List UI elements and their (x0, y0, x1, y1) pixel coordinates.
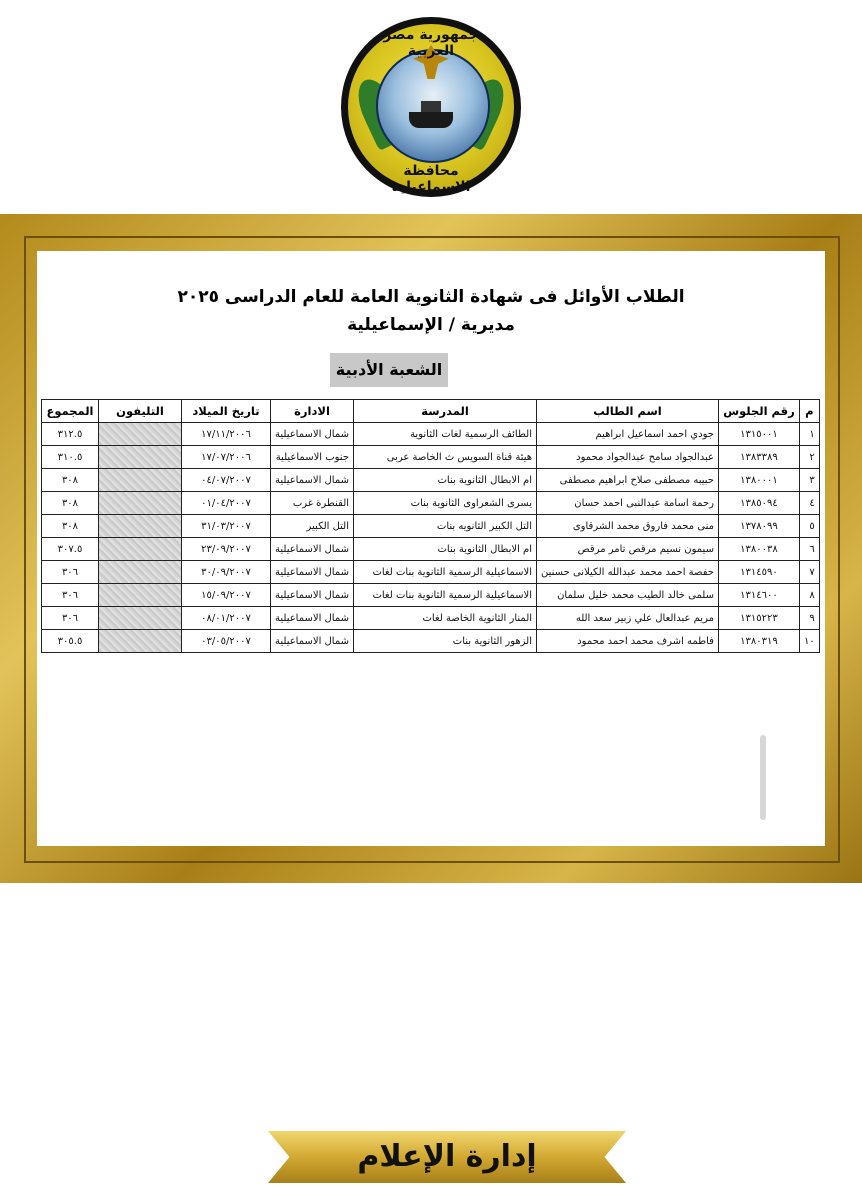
row-seat: ١٣٨٠٠٠١ (718, 469, 799, 492)
row-phone (99, 584, 182, 607)
redacted-phone (99, 515, 181, 537)
row-dob: ٠٨/٠١/٢٠٠٧ (182, 607, 271, 630)
redacted-phone (99, 607, 181, 629)
redacted-phone (99, 492, 181, 514)
redacted-phone (99, 469, 181, 491)
row-index: ٩ (799, 607, 819, 630)
emblem-top-text: جمهورية مصر العربية (383, 27, 479, 59)
row-admin: شمال الاسماعيلية (271, 469, 354, 492)
table-row (42, 492, 820, 515)
row-school: ام الابطال الثانوية بنات (354, 538, 537, 561)
redacted-phone (99, 561, 181, 583)
table-row (42, 630, 820, 653)
row-index: ٢ (799, 446, 819, 469)
results-sheet (37, 251, 825, 846)
row-dob: ٠١/٠٤/٢٠٠٧ (182, 492, 271, 515)
row-name: عبدالجواد سامح عبدالجواد محمود (537, 446, 719, 469)
row-admin: جنوب الاسماعيلية (271, 446, 354, 469)
row-school: المنار الثانوية الخاصة لغات (354, 607, 537, 630)
footer-banner-text: إدارة الإعلام (357, 1139, 537, 1174)
table-row (42, 446, 820, 469)
row-admin: القنطرة غرب (271, 492, 354, 515)
row-admin: شمال الاسماعيلية (271, 561, 354, 584)
gold-frame (0, 214, 862, 883)
row-name: رحمة اسامة عبدالنبى احمد حسان (537, 492, 719, 515)
redacted-phone (99, 423, 181, 445)
row-index: ١٠ (799, 630, 819, 653)
table-header-row (42, 400, 820, 423)
row-total: ٣٠٥.٥ (42, 630, 99, 653)
redacted-phone (99, 630, 181, 652)
row-dob: ٣١/٠٣/٢٠٠٧ (182, 515, 271, 538)
header-phone: التليفون (99, 400, 182, 423)
table-row (42, 469, 820, 492)
row-name: جودي احمد اسماعيل ابراهيم (537, 423, 719, 446)
row-phone (99, 423, 182, 446)
row-school: ام الابطال الثانوية بنات (354, 469, 537, 492)
row-school: الطائف الرسمية لغات الثانوية (354, 423, 537, 446)
table-row (42, 607, 820, 630)
row-total: ٣١٠.٥ (42, 446, 99, 469)
header-seat: رقم الجلوس (718, 400, 799, 423)
row-phone (99, 630, 182, 653)
row-school: الاسماعيلية الرسمية الثانوية بنات لغات (354, 584, 537, 607)
document-title: الطلاب الأوائل فى شهادة الثانوية العامة للعام الدراسى ٢٠٢٥ (177, 287, 685, 307)
row-seat: ١٣٨٠٣١٩ (718, 630, 799, 653)
row-school: الاسماعيلية الرسمية الثانوية بنات لغات (354, 561, 537, 584)
header-index: م (799, 400, 819, 423)
row-seat: ١٣٧٨٠٩٩ (718, 515, 799, 538)
row-seat: ١٣٨٣٣٨٩ (718, 446, 799, 469)
redacted-phone (99, 538, 181, 560)
row-phone (99, 515, 182, 538)
row-name: حبيبه مصطفى صلاح ابراهيم مصطفى (537, 469, 719, 492)
row-index: ٨ (799, 584, 819, 607)
row-seat: ١٣١٤٦٠٠ (718, 584, 799, 607)
row-admin: شمال الاسماعيلية (271, 584, 354, 607)
row-seat: ١٣١٥٢٢٣ (718, 607, 799, 630)
row-name: حفصة احمد محمد عبدالله الكيلانى حسنين (537, 561, 719, 584)
table-row (42, 423, 820, 446)
row-index: ٦ (799, 538, 819, 561)
row-admin: التل الكبير (271, 515, 354, 538)
governorate-emblem (341, 17, 521, 197)
ship-icon (409, 112, 453, 128)
table-row (42, 538, 820, 561)
row-index: ١ (799, 423, 819, 446)
row-total: ٣١٢.٥ (42, 423, 99, 446)
row-admin: شمال الاسماعيلية (271, 630, 354, 653)
row-phone (99, 561, 182, 584)
row-dob: ٢٣/٠٩/٢٠٠٧ (182, 538, 271, 561)
row-phone (99, 469, 182, 492)
row-total: ٣٠٦ (42, 607, 99, 630)
row-phone (99, 492, 182, 515)
row-index: ٣ (799, 469, 819, 492)
row-seat: ١٣١٤٥٩٠ (718, 561, 799, 584)
header-total: المجموع (42, 400, 99, 423)
row-dob: ٠٤/٠٧/٢٠٠٧ (182, 469, 271, 492)
row-seat: ١٣٨٥٠٩٤ (718, 492, 799, 515)
row-index: ٤ (799, 492, 819, 515)
scan-mark (760, 735, 766, 820)
row-dob: ١٧/١١/٢٠٠٦ (182, 423, 271, 446)
results-table (41, 399, 820, 653)
branch-heading: الشعبة الأدبية (330, 353, 448, 387)
table-row (42, 561, 820, 584)
table-row (42, 584, 820, 607)
header-name: اسم الطالب (537, 400, 719, 423)
row-admin: شمال الاسماعيلية (271, 607, 354, 630)
row-index: ٧ (799, 561, 819, 584)
directorate-heading: مديرية / الإسماعيلية (347, 315, 515, 335)
row-total: ٣٠٨ (42, 492, 99, 515)
table-row (42, 515, 820, 538)
row-name: مريم عبدالعال علي زبير سعد الله (537, 607, 719, 630)
row-school: الزهور الثانوية بنات (354, 630, 537, 653)
row-total: ٣٠٨ (42, 515, 99, 538)
row-total: ٣٠٨ (42, 469, 99, 492)
emblem-bottom-text: محافظة الاسماعيلية (391, 163, 471, 195)
row-name: منى محمد فاروق محمد الشرقاوى (537, 515, 719, 538)
row-dob: ٣٠/٠٩/٢٠٠٧ (182, 561, 271, 584)
header-dob: تاريخ الميلاد (182, 400, 271, 423)
row-index: ٥ (799, 515, 819, 538)
row-school: يسرى الشعراوى الثانوية بنات (354, 492, 537, 515)
redacted-phone (99, 446, 181, 468)
header-school: المدرسة (354, 400, 537, 423)
row-seat: ١٣١٥٠٠١ (718, 423, 799, 446)
row-dob: ٠٣/٠٥/٢٠٠٧ (182, 630, 271, 653)
row-name: فاطمه اشرف محمد احمد محمود (537, 630, 719, 653)
row-name: سيمون نسيم مرقص تامر مرقص (537, 538, 719, 561)
row-dob: ١٧/٠٧/٢٠٠٦ (182, 446, 271, 469)
row-total: ٣٠٧.٥ (42, 538, 99, 561)
row-school: التل الكبير الثانويه بنات (354, 515, 537, 538)
row-dob: ١٥/٠٩/٢٠٠٧ (182, 584, 271, 607)
row-total: ٣٠٦ (42, 561, 99, 584)
row-phone (99, 446, 182, 469)
row-seat: ١٣٨٠٠٣٨ (718, 538, 799, 561)
row-admin: شمال الاسماعيلية (271, 538, 354, 561)
row-admin: شمال الاسماعيلية (271, 423, 354, 446)
row-phone (99, 607, 182, 630)
redacted-phone (99, 584, 181, 606)
header-admin: الادارة (271, 400, 354, 423)
row-phone (99, 538, 182, 561)
row-school: هيئة قناة السويس ث الخاصة عربى (354, 446, 537, 469)
row-total: ٣٠٦ (42, 584, 99, 607)
row-name: سلمى خالد الطيب محمد خليل سلمان (537, 584, 719, 607)
